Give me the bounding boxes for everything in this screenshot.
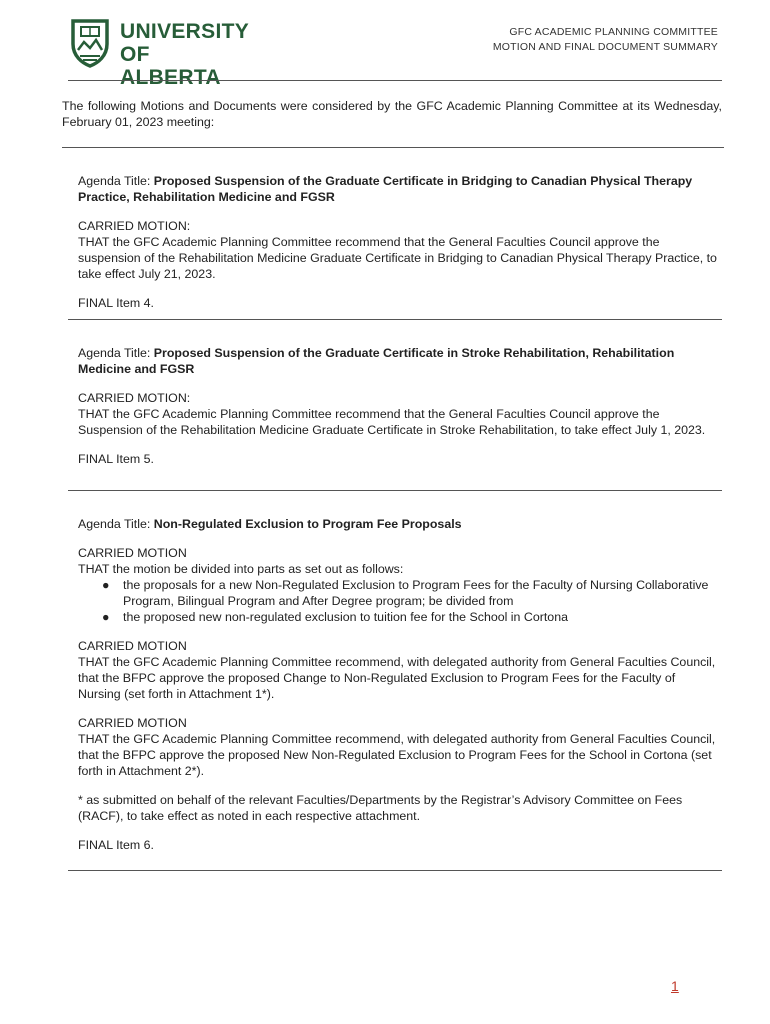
item-6-divider (68, 870, 722, 871)
agenda-item-4 (78, 173, 718, 311)
final-item: FINAL Item 4. (78, 296, 154, 310)
motion-text: THAT the GFC Academic Planning Committee recommend that the General Faculties Council approve the suspension of the Rehabilitation Medicine Graduate Certificate in Bridging to Canadian Physical Therapy Practice, to take effect July 21, 2023. (78, 235, 717, 281)
bullet-text: the proposed new non-regulated exclusion to tuition fee for the School in Cortona (123, 610, 568, 624)
header-committee: GFC ACADEMIC PLANNING COMMITTEE (509, 26, 718, 38)
motion-label: CARRIED MOTION (78, 716, 187, 730)
agenda-title-text: Proposed Suspension of the Graduate Certificate in Stroke Rehabilitation, Rehabilitation Medicine and FGSR (78, 346, 675, 376)
list-item (78, 577, 718, 609)
agenda-title-text: Proposed Suspension of the Graduate Certificate in Bridging to Canadian Physical Therapy Practice, Rehabilitation Medicine and FGSR (78, 174, 693, 204)
motion-label: CARRIED MOTION (78, 639, 187, 653)
agenda-item-6 (78, 516, 718, 853)
agenda-title-text: Non-Regulated Exclusion to Program Fee Proposals (153, 517, 462, 531)
agenda-prefix: Agenda Title: (78, 517, 154, 531)
item-4-divider (68, 319, 722, 320)
logo-line-2: OF ALBERTA (120, 43, 221, 89)
agenda-item-5 (78, 345, 718, 467)
final-item: FINAL Item 5. (78, 452, 154, 466)
logo-wordmark (120, 20, 250, 89)
header-summary: MOTION AND FINAL DOCUMENT SUMMARY (492, 41, 718, 53)
agenda-title (78, 173, 718, 205)
footnote: * as submitted on behalf of the relevant Faculties/Departments by the Registrar’s Advisory Committee on Fees (RACF), to take effect as noted in each respective attachment. (78, 793, 683, 823)
page-number: 1 (671, 978, 679, 994)
bullet-text: the proposals for a new Non-Regulated Exclusion to Program Fees for the Faculty of Nursing Collaborative Program, Bilingual Program and After Degree program; be divided from (123, 578, 709, 608)
document-header-title (493, 25, 718, 55)
motion-text: THAT the motion be divided into parts as set out as follows: (78, 562, 404, 576)
logo-line-1: UNIVERSITY (120, 20, 250, 43)
header-divider (68, 80, 722, 81)
intro-paragraph: The following Motions and Documents were considered by the GFC Academic Planning Committee at its Wednesday, February 01, 2023 meeting: (62, 99, 722, 129)
agenda-prefix: Agenda Title: (78, 346, 154, 360)
motion-label: CARRIED MOTION (78, 546, 187, 560)
motion-text: THAT the GFC Academic Planning Committee recommend, with delegated authority from General Faculties Council, that the BFPC approve the proposed Change to Non-Regulated Exclusion to Program Fees for the Faculty of Nursing (set forth in Attachment 1*). (78, 655, 716, 701)
motion-text: THAT the GFC Academic Planning Committee recommend that the General Faculties Council approve the Suspension of the Rehabilitation Medicine Graduate Certificate in Stroke Rehabilitation, to take effect July 1, 2023. (78, 407, 706, 437)
motion-text: THAT the GFC Academic Planning Committee recommend, with delegated authority from General Faculties Council, that the BFPC approve the proposed New Non-Regulated Exclusion to Program Fees for the School in Cortona (set forth in Attachment 2*). (78, 732, 716, 778)
final-item: FINAL Item 6. (78, 838, 154, 852)
university-logo (70, 18, 250, 89)
item-5-divider (68, 490, 722, 491)
intro-divider (62, 147, 724, 148)
motion-label: CARRIED MOTION: (78, 391, 191, 405)
motion-bullet-list (78, 577, 718, 625)
list-item (78, 609, 718, 625)
motion-label: CARRIED MOTION: (78, 219, 191, 233)
bullet-icon: ● (102, 578, 110, 592)
agenda-title (78, 345, 718, 377)
agenda-prefix: Agenda Title: (78, 174, 154, 188)
bullet-icon: ● (102, 610, 110, 624)
agenda-title (78, 516, 718, 532)
shield-crest-icon (70, 18, 110, 68)
